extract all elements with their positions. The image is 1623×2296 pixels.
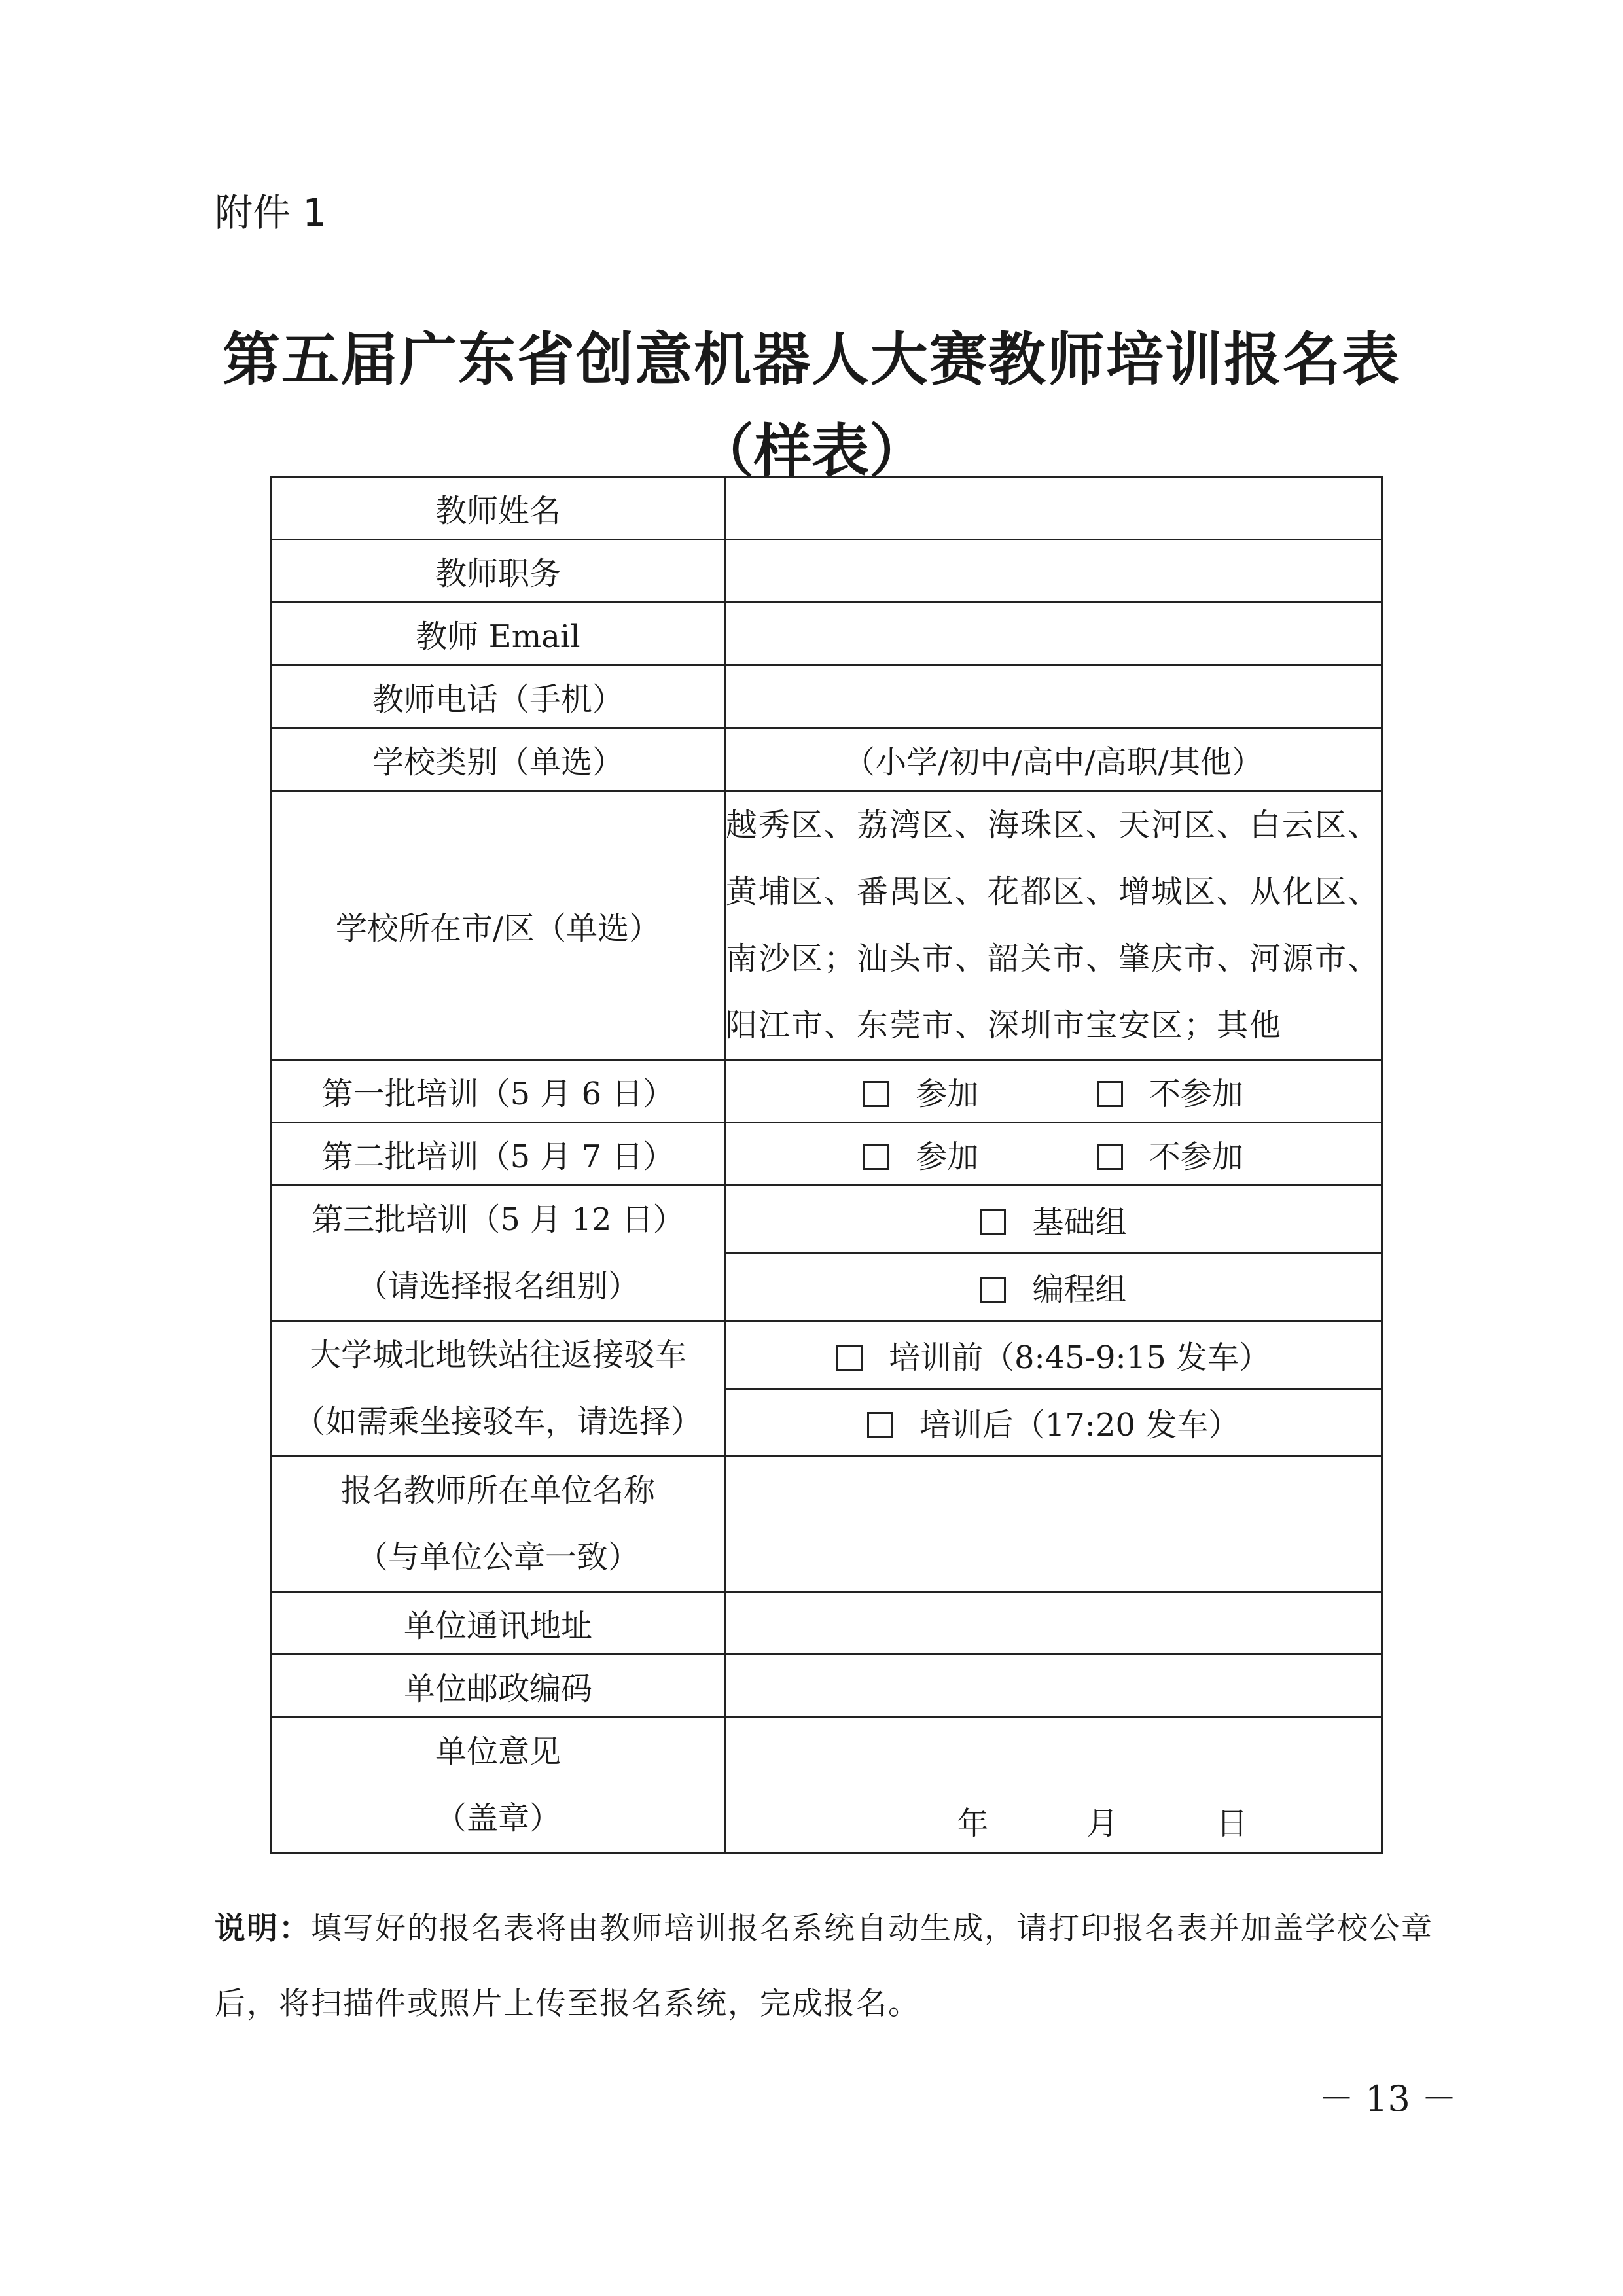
org-name-label <box>272 1457 725 1592</box>
batch3-option-basic <box>725 1186 1382 1254</box>
teacher-name-label: 教师姓名 <box>272 477 725 540</box>
row-school-type <box>272 728 1382 791</box>
date-year-label: 年 <box>957 1805 989 1842</box>
school-type-label: 学校类别（单选） <box>272 728 725 791</box>
batch3-label <box>272 1186 725 1321</box>
batch3-programming-label: 编程组 <box>1032 1271 1127 1309</box>
batch2-options <box>725 1123 1382 1186</box>
org-address-field[interactable] <box>725 1592 1382 1655</box>
teacher-phone-label: 教师电话（手机） <box>272 665 725 728</box>
shuttle-label-line1: 大学城北地铁站往返接驳车 <box>309 1337 687 1373</box>
form-note <box>215 1891 1458 2041</box>
teacher-phone-field[interactable] <box>725 665 1382 728</box>
batch3-option-programming <box>725 1253 1382 1321</box>
teacher-position-label: 教师职务 <box>272 540 725 603</box>
batch1-attend-label: 参加 <box>916 1076 979 1112</box>
attachment-label: 附件 1 <box>215 190 327 235</box>
batch2-label: 第二批培训（5 月 7 日） <box>272 1123 725 1186</box>
org-opinion-label <box>272 1718 725 1853</box>
checkbox-icon[interactable] <box>1097 1081 1123 1107</box>
district-line: 越秀区、荔湾区、海珠区、天河区、白云区、 <box>726 807 1381 843</box>
batch1-options <box>725 1060 1382 1123</box>
batch2-not-attend-label: 不参加 <box>1149 1139 1243 1175</box>
row-batch2 <box>272 1123 1382 1186</box>
registration-form-table <box>270 476 1383 1854</box>
batch3-label-line1: 第三批培训（5 月 12 日） <box>312 1201 685 1238</box>
row-teacher-phone <box>272 665 1382 728</box>
checkbox-icon[interactable] <box>980 1277 1006 1303</box>
school-district-options[interactable] <box>725 791 1382 1060</box>
district-line: 黄埔区、番禺区、花都区、增城区、从化区、 <box>726 874 1381 910</box>
teacher-email-label: 教师 Email <box>272 603 725 665</box>
date-month-label: 月 <box>1086 1805 1118 1842</box>
district-line: 阳江市、东莞市、深圳市宝安区；其他 <box>726 1007 1283 1044</box>
note-text: 填写好的报名表将由教师培训报名系统自动生成，请打印报名表并加盖学校公章后，将扫描件或照片上传至报名系统，完成报名。 <box>215 1911 1433 2022</box>
shuttle-label-line2: （如需乘坐接驳车，请选择） <box>293 1404 702 1440</box>
teacher-position-field[interactable] <box>725 540 1382 603</box>
shuttle-label <box>272 1321 725 1457</box>
date-day-label: 日 <box>1216 1805 1248 1842</box>
teacher-name-field[interactable] <box>725 477 1382 540</box>
note-label: 说明： <box>215 1911 311 1947</box>
page-number: － 13 － <box>1319 2078 1457 2119</box>
checkbox-icon[interactable] <box>863 1144 889 1170</box>
shuttle-after-label: 培训后（17:20 发车） <box>919 1407 1240 1444</box>
org-opinion-field[interactable] <box>725 1718 1382 1853</box>
org-address-label: 单位通讯地址 <box>272 1592 725 1655</box>
row-batch1 <box>272 1060 1382 1123</box>
row-batch3-a <box>272 1186 1382 1254</box>
row-teacher-name <box>272 477 1382 540</box>
row-org-opinion <box>272 1718 1382 1853</box>
checkbox-icon[interactable] <box>980 1209 1006 1235</box>
shuttle-option-before <box>725 1321 1382 1389</box>
row-org-postcode <box>272 1655 1382 1718</box>
row-teacher-position <box>272 540 1382 603</box>
batch1-label: 第一批培训（5 月 6 日） <box>272 1060 725 1123</box>
teacher-email-field[interactable] <box>725 603 1382 665</box>
batch3-basic-label: 基础组 <box>1032 1203 1127 1241</box>
checkbox-icon[interactable] <box>1097 1144 1123 1170</box>
org-postcode-label: 单位邮政编码 <box>272 1655 725 1718</box>
row-org-name <box>272 1457 1382 1592</box>
org-postcode-field[interactable] <box>725 1655 1382 1718</box>
org-opinion-label-line1: 单位意见 <box>435 1733 561 1770</box>
form-title: 第五届广东省创意机器人大赛教师培训报名表 <box>222 326 1400 393</box>
school-type-options[interactable]: （小学/初中/高中/高职/其他） <box>725 728 1382 791</box>
org-opinion-label-line2: （盖章） <box>435 1800 561 1837</box>
shuttle-option-after <box>725 1388 1382 1457</box>
org-name-label-line1: 报名教师所在单位名称 <box>340 1472 655 1509</box>
batch2-attend-label: 参加 <box>916 1139 979 1175</box>
row-org-address <box>272 1592 1382 1655</box>
row-school-district <box>272 791 1382 1060</box>
row-teacher-email <box>272 603 1382 665</box>
district-line: 南沙区；汕头市、韶关市、肇庆市、河源市、 <box>726 940 1381 977</box>
school-district-label: 学校所在市/区（单选） <box>272 791 725 1060</box>
batch3-label-line2: （请选择报名组别） <box>356 1268 639 1305</box>
checkbox-icon[interactable] <box>863 1081 889 1107</box>
checkbox-icon[interactable] <box>836 1345 863 1371</box>
org-name-field[interactable] <box>725 1457 1382 1592</box>
org-name-label-line2: （与单位公章一致） <box>356 1539 639 1576</box>
row-shuttle-a <box>272 1321 1382 1389</box>
shuttle-before-label: 培训前（8:45-9:15 发车） <box>888 1339 1271 1376</box>
form-subtitle: （样表） <box>696 417 927 485</box>
checkbox-icon[interactable] <box>867 1412 893 1438</box>
batch1-not-attend-label: 不参加 <box>1149 1076 1243 1112</box>
